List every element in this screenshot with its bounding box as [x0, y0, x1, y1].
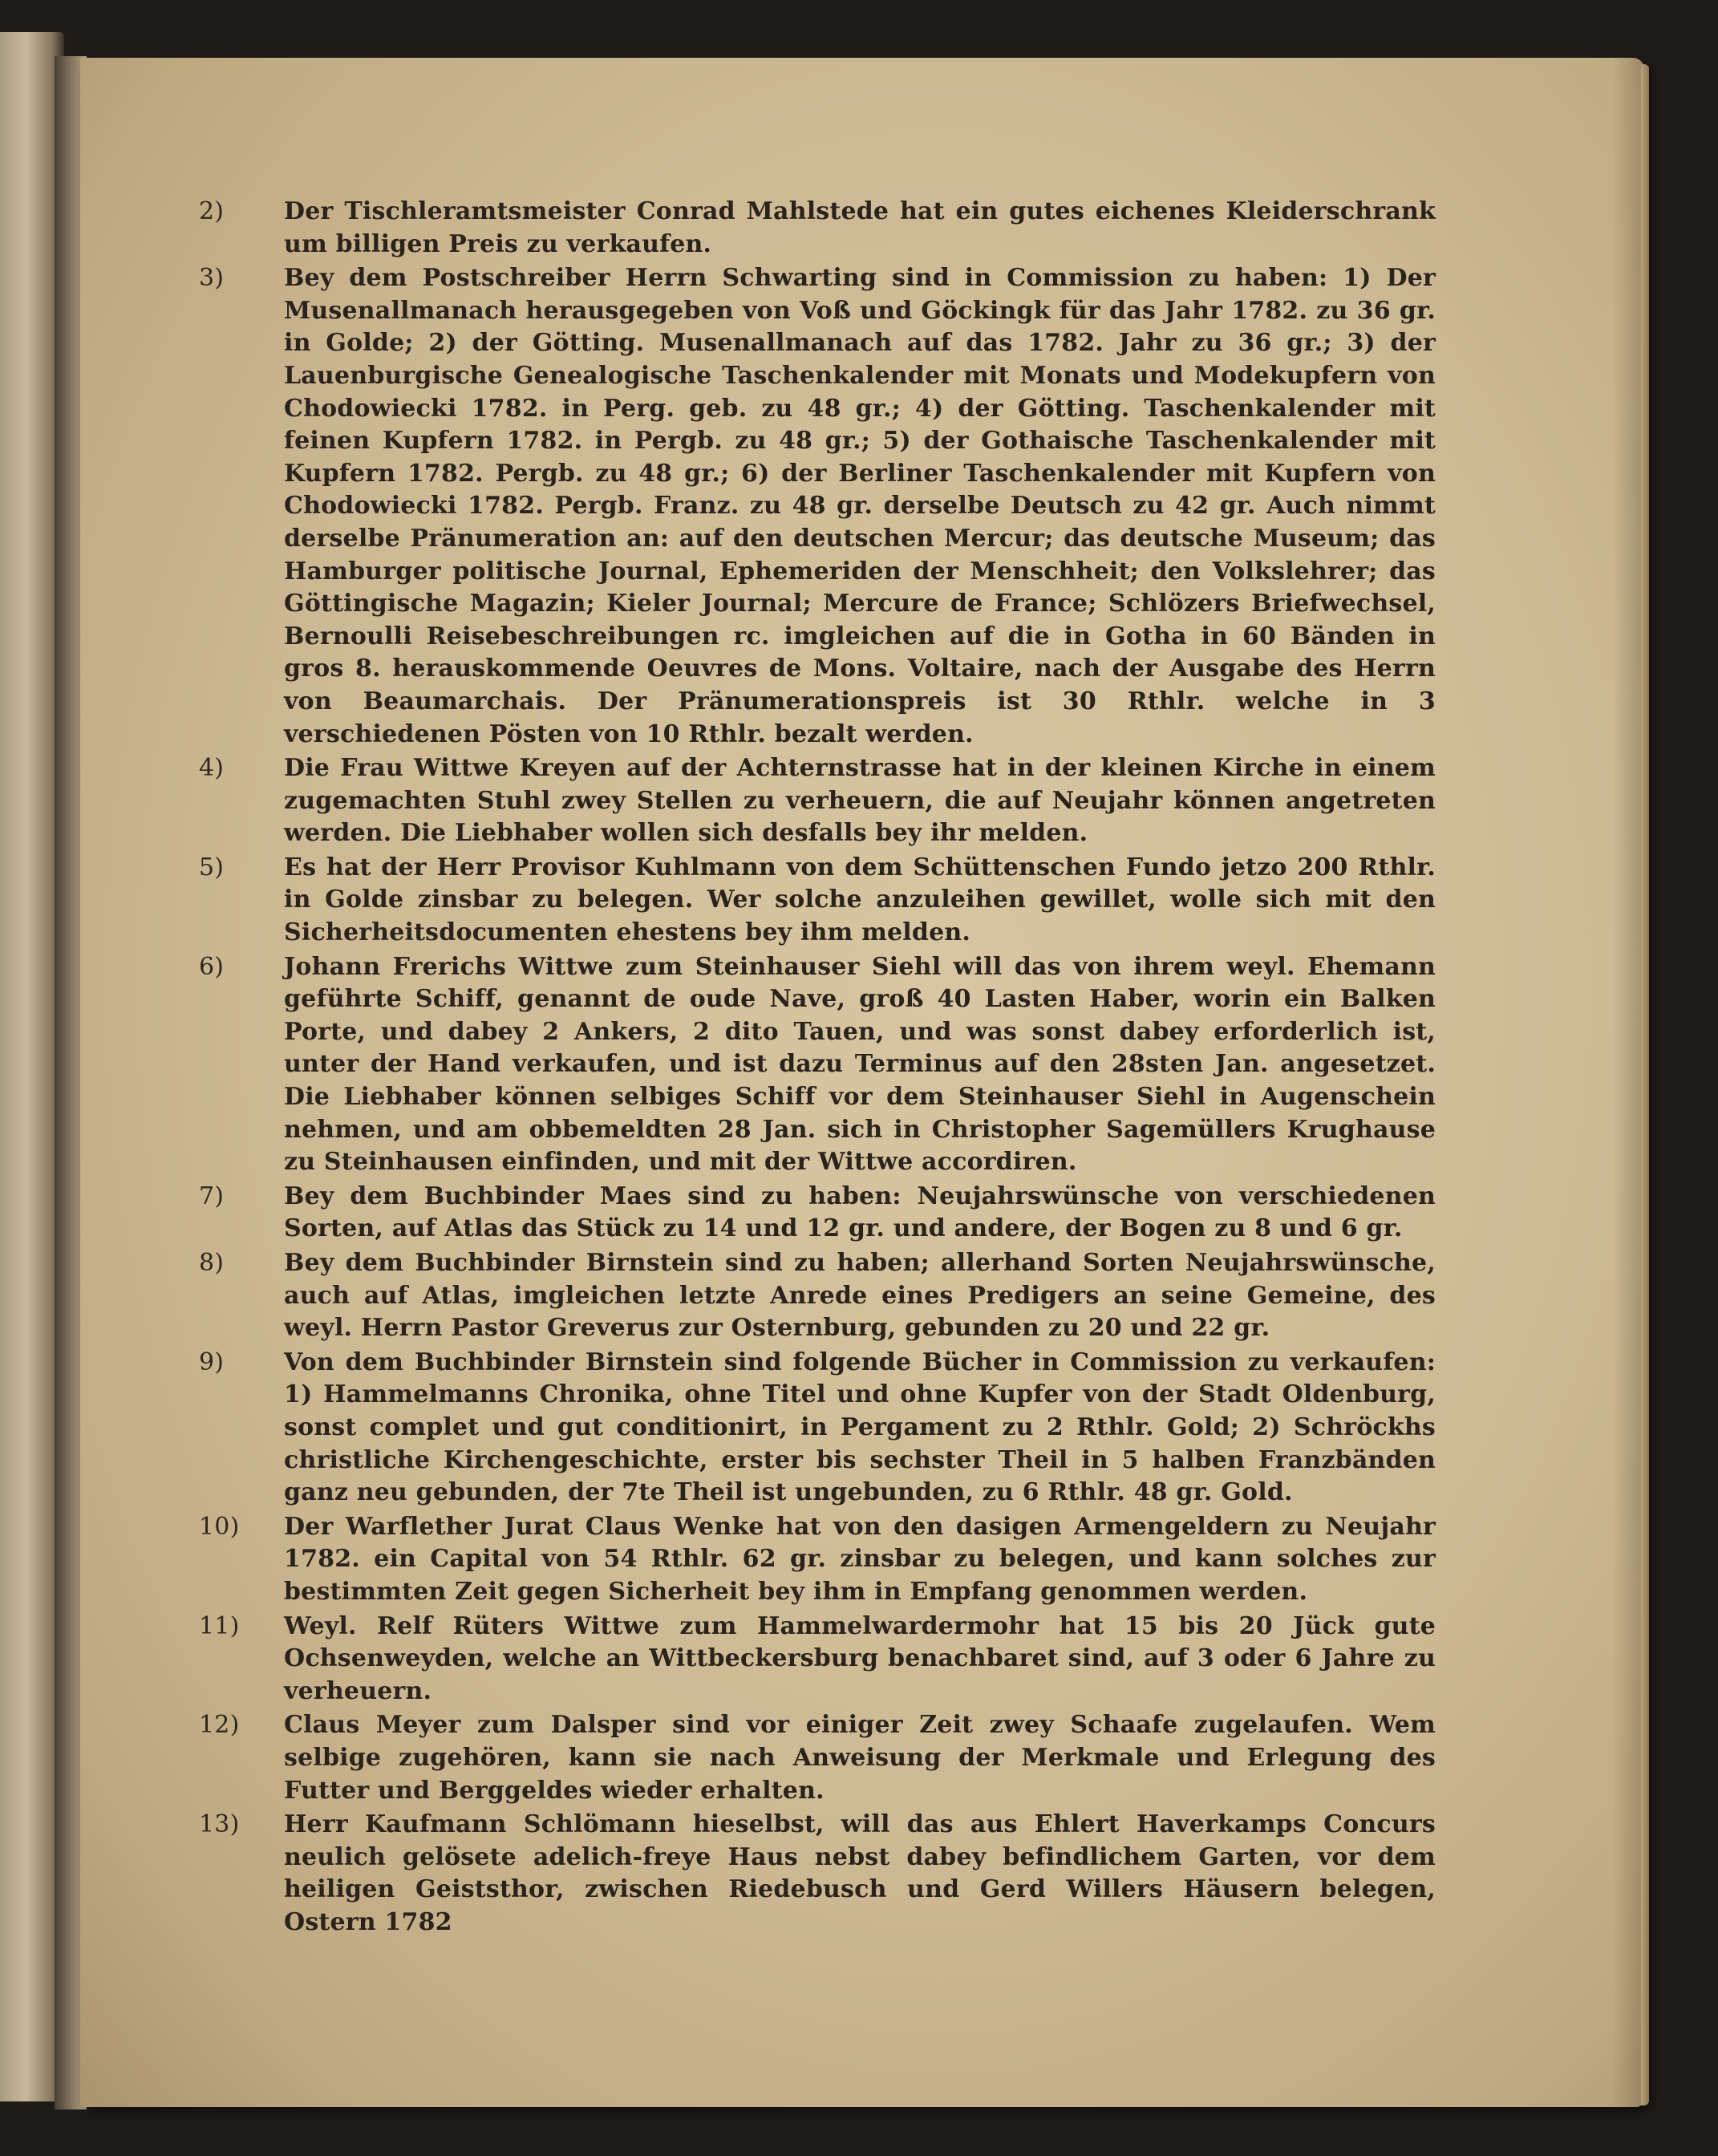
list-item: [192, 752, 1436, 850]
page-edge: [1641, 64, 1649, 2105]
list-item: [192, 196, 1436, 261]
list-item: [192, 852, 1436, 950]
item-number: 9): [199, 1348, 225, 1376]
item-number: 12): [199, 1711, 240, 1740]
item-text: Bey dem Postschreiber Herrn Schwarting sind in Commission zu haben: 1) Der Musenallmanach herausgegeben von Voß und Göckingk für das Jahr 1782. zu 36 gr. in Golde; 2) der Götting. Musenallmanach auf das 1782. Jahr zu 36 gr.; 3) der Lauenburgische Genealogische Taschenkalender mit Monats und Modekupfern von Chodowiecki 1782. in Perg. geb. zu 48 gr.; 4) der Götting. Taschenkalender mit feinen Kupfern 1782. in Pergb. zu 48 gr.; 5) der Gothaische Taschenkalender mit Kupfern 1782. Pergb. zu 48 gr.; 6) der Berliner Taschenkalender mit Kupfern von Chodowiecki 1782. Pergb. Franz. zu 48 gr. derselbe Deutsch zu 42 gr. Auch nimmt derselbe Pränumeration an: auf den deutschen Mercur; das deutsche Museum; das Hamburger politische Journal, Ephemeriden der Menschheit; den Volkslehrer; das Göttingische Magazin; Kieler Journal; Mercure de France; Schlözers Briefwechsel, Bernoulli Reisebeschreibungen rc. imgleichen auf die in Gotha in 60 Bänden in gros 8. herauskommende Oeuvres de Mons. Voltaire, nach der Ausgabe des Herrn von Beaumarchais. Der Pränumerationspreis ist 30 Rthlr. welche in 3 verschiedenen Pösten von 10 Rthlr. bezalt werden.: [284, 264, 1436, 748]
item-number: 4): [199, 754, 225, 783]
item-number: 6): [199, 952, 225, 981]
item-text: Johann Frerichs Wittwe zum Steinhauser Siehl will das von ihrem weyl. Ehemann geführte Schiff, genannt de oude Nave, groß 40 Lasten Haber, worin ein Balken Porte, und dabey 2 Ankers, 2 dito Tauen, und was sonst dabey erforderlich ist, unter der Hand verkaufen, und ist dazu Terminus auf den 28sten Jan. angesetzet. Die Liebhaber können selbiges Schiff vor dem Steinhauser Siehl in Augenschein nehmen, und am obbemeldten 28 Jan. sich in Christopher Sagemüllers Krughause zu Steinhausen einfinden, und mit der Wittwe accordiren.: [284, 952, 1436, 1177]
list-item: [192, 1809, 1436, 1939]
item-text: Herr Kaufmann Schlömann hieselbst, will das aus Ehlert Haverkamps Concurs neulich gelösete adelich-freye Haus nebst dabey befindlichem Garten, vor dem heiligen Geiststhor, zwischen Riedebusch und Gerd Willers Häusern belegen, Ostern 1782: [284, 1810, 1436, 1936]
item-number: 8): [199, 1249, 225, 1277]
item-number: 11): [199, 1611, 240, 1640]
item-text: Claus Meyer zum Dalsper sind vor einiger Zeit zwey Schaafe zugelaufen. Wem selbige zugehören, kann sie nach Anweisung der Merkmale und Erlegung des Futter und Berggeldes wieder erhalten.: [284, 1711, 1436, 1805]
list-item: [192, 951, 1436, 1179]
item-text: Weyl. Relf Rüters Wittwe zum Hammelwardermohr hat 15 bis 20 Jück gute Ochsenweyden, welche an Wittbeckersburg benachbaret sind, auf 3 oder 6 Jahre zu verheuern.: [284, 1611, 1436, 1705]
advertisement-list: [192, 196, 1436, 1940]
item-number: 2): [199, 197, 225, 225]
item-text: Bey dem Buchbinder Maes sind zu haben: Neujahrswünsche von verschiedenen Sorten, auf Atlas das Stück zu 14 und 12 gr. und andere, der Bogen zu 8 und 6 gr.: [284, 1181, 1436, 1243]
item-number: 7): [199, 1181, 225, 1210]
list-item: [192, 1709, 1436, 1807]
item-text: Es hat der Herr Provisor Kuhlmann von dem Schüttenschen Fundo jetzo 200 Rthlr. in Golde zinsbar zu belegen. Wer solche anzuleihen gewillet, wolle sich mit den Sicherheitsdocumenten ehestens bey ihm melden.: [284, 853, 1436, 947]
list-item: [192, 1611, 1436, 1708]
item-text: Von dem Buchbinder Birnstein sind folgende Bücher in Commission zu verkaufen: 1) Hammelmanns Chronika, ohne Titel und ohne Kupfer von der Stadt Oldenburg, sonst complet und gut conditionirt, in Pergament zu 2 Rthlr. Gold; 2) Schröckhs christliche Kirchengeschichte, erster bis sechster Theil in 5 halben Franzbänden ganz neu gebunden, der 7te Theil ist ungebunden, zu 6 Rthlr. 48 gr. Gold.: [284, 1348, 1436, 1507]
list-item: [192, 1247, 1436, 1345]
list-item: [192, 1181, 1436, 1246]
item-number: 13): [199, 1810, 240, 1839]
item-text: Bey dem Buchbinder Birnstein sind zu haben; allerhand Sorten Neujahrswünsche, auch auf Atlas, imgleichen letzte Anrede eines Predigers an seine Gemeine, des weyl. Herrn Pastor Greverus zur Osternburg, gebunden zu 20 und 22 gr.: [284, 1249, 1436, 1343]
item-number: 3): [199, 264, 225, 293]
item-number: 5): [199, 853, 225, 881]
list-item: [192, 262, 1436, 751]
list-item: [192, 1511, 1436, 1609]
item-text: Der Tischleramtsmeister Conrad Mahlstede hat ein gutes eichenes Kleiderschrank um billigen Preis zu verkaufen.: [284, 197, 1436, 258]
item-number: 10): [199, 1512, 240, 1541]
list-item: [192, 1347, 1436, 1510]
item-text: Der Warflether Jurat Claus Wenke hat von den dasigen Armengeldern zu Neujahr 1782. ein Capital von 54 Rthlr. 62 gr. zinsbar zu belegen, und kann solches zur bestimmten Zeit gegen Sicherheit bey ihm in Empfang genommen werden.: [284, 1512, 1436, 1606]
item-text: Die Frau Wittwe Kreyen auf der Achternstrasse hat in der kleinen Kirche in einem zugemachten Stuhl zwey Stellen zu verheuern, die auf Neujahr können angetreten werden. Die Liebhaber wollen sich desfalls bey ihr melden.: [284, 754, 1436, 848]
